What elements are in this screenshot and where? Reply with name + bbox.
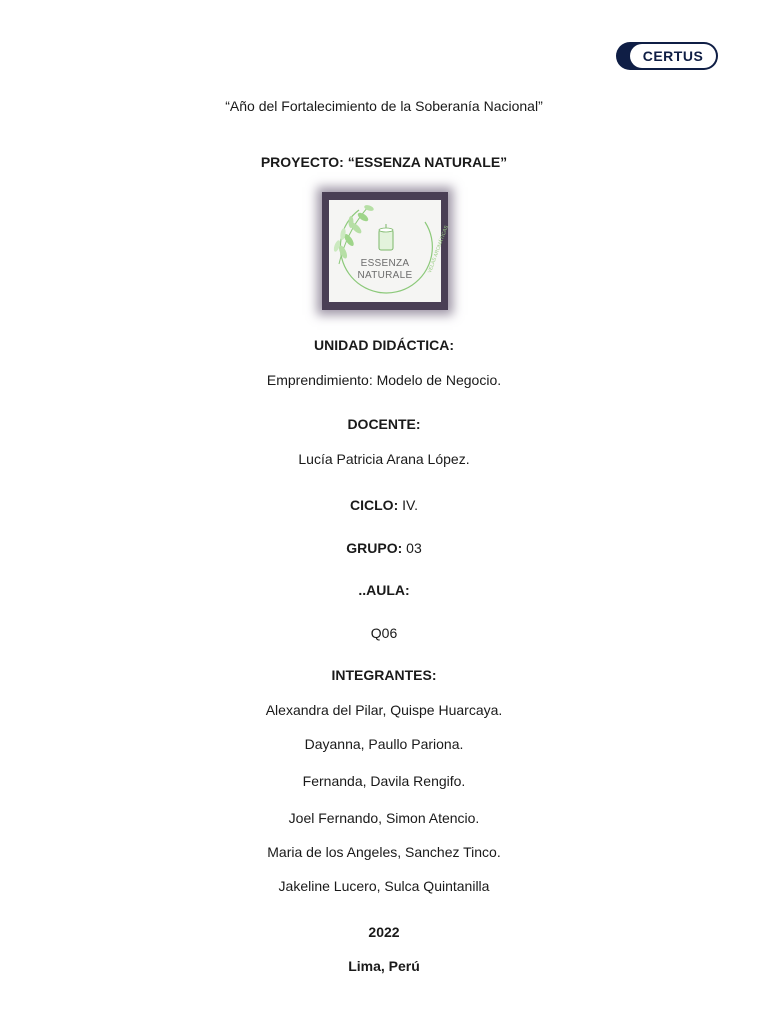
group-value: 03 <box>406 540 422 556</box>
certus-logo <box>616 42 718 70</box>
members-label: INTEGRANTES: <box>331 667 437 683</box>
essenza-logo-image <box>322 192 448 310</box>
footer-city: Lima, Perú <box>348 958 420 974</box>
unit-value: Emprendimiento: Modelo de Negocio. <box>266 372 502 388</box>
essenza-logo <box>329 200 450 302</box>
member-name: Jakeline Lucero, Sulca Quintanilla <box>278 878 490 894</box>
member-name: Alexandra del Pilar, Quispe Huarcaya. <box>265 702 503 718</box>
year-motto: “Año del Fortalecimiento de la Soberanía Nacional” <box>225 98 543 114</box>
logo-line-1: ESSENZA <box>360 258 410 269</box>
member-name: Fernanda, Davila Rengifo. <box>302 773 466 789</box>
leaf-circle-icon <box>329 200 441 302</box>
classroom-label: ..AULA: <box>358 582 410 598</box>
classroom-value: Q06 <box>370 625 398 641</box>
logo-line-2: NATURALE <box>357 270 413 281</box>
cycle-row <box>0 496 768 514</box>
logo-side-text: VELAS AROMÁTICAS <box>427 224 450 275</box>
teacher-label: DOCENTE: <box>347 416 421 432</box>
member-name: Dayanna, Paullo Pariona. <box>304 736 464 752</box>
member-name: Joel Fernando, Simon Atencio. <box>288 810 480 826</box>
certus-logo-text: CERTUS <box>630 44 716 68</box>
group-row <box>0 539 768 557</box>
project-title: PROYECTO: “ESSENZA NATURALE” <box>260 154 508 170</box>
cycle-value: IV. <box>402 497 418 513</box>
footer-year: 2022 <box>368 924 400 940</box>
unit-label: UNIDAD DIDÁCTICA: <box>314 337 454 353</box>
teacher-value: Lucía Patricia Arana López. <box>298 451 470 467</box>
cycle-label: CICLO: <box>350 497 399 513</box>
group-label: GRUPO: <box>346 540 403 556</box>
member-name: Maria de los Angeles, Sanchez Tinco. <box>267 844 501 860</box>
